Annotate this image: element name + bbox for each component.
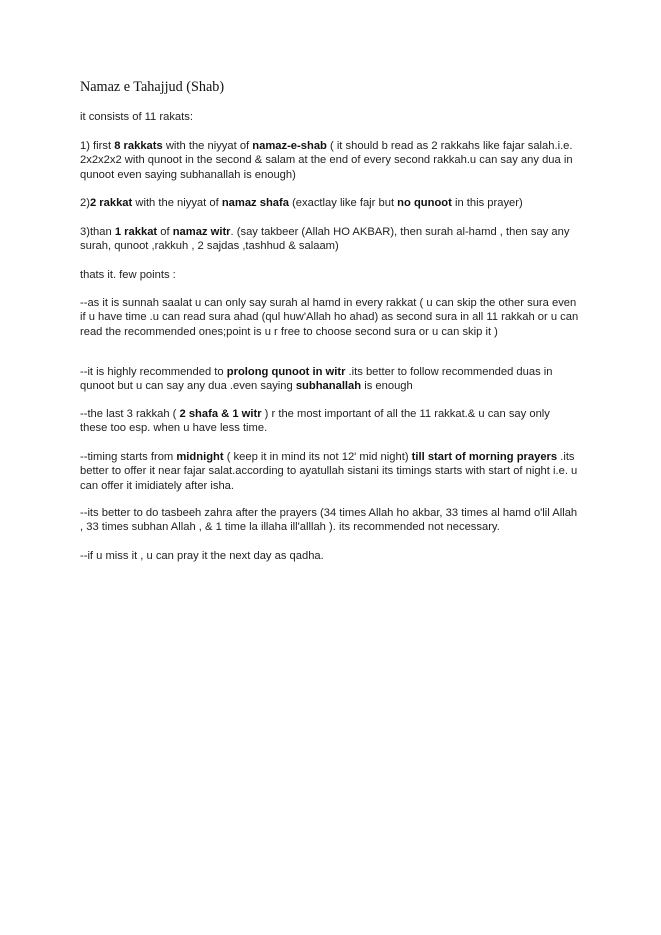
paragraph-namaz-witr — [80, 225, 580, 254]
text-run: of — [157, 226, 173, 238]
text-run: in this prayer) — [451, 197, 523, 209]
paragraph-intro — [80, 110, 580, 124]
paragraph-namaz-shafa — [80, 196, 580, 210]
text-run: it consists of 11 rakats: — [80, 111, 193, 123]
paragraph-point-last-rakkah — [80, 407, 580, 436]
bold-text: midnight — [176, 451, 224, 463]
bold-text: namaz-e-shab — [252, 140, 327, 152]
bold-text: namaz shafa — [221, 197, 289, 209]
text-run: ) r the most important of all the 11 rakkat.& u can say only these too esp. when u have less time. — [80, 408, 550, 435]
text-run: --as it is sunnah saalat u can only say surah al hamd in every rakkat ( u can skip the other sura even if u have time .u can read sura ahad (qul huw'Allah ho ahad) as second sura in all 11 rakkah or u can read the recommended ones;point is u r free to choose second sura or u can skip it ) — [80, 297, 579, 338]
text-run: --its better to do tasbeeh zahra after the prayers (34 times Allah ho akbar, 33 times al hamd o'lil Allah , 33 times subhan Allah , & 1 time la illaha ill'alllah ). its recommended not necessary. — [80, 507, 578, 534]
text-run: --timing starts from — [80, 451, 177, 463]
bold-text: 1 rakkat — [114, 226, 158, 238]
text-run: . (say takbeer (Allah HO AKBAR), then surah al-hamd , then say any surah, qunoot ,rakkuh , 2 sajdas ,tashhud & salaam) — [80, 226, 570, 253]
text-run: with the niyyat of — [132, 197, 222, 209]
text-run: 2) — [80, 197, 90, 209]
paragraph-point-sura — [80, 296, 580, 339]
bold-text: 2 rakkat — [89, 197, 133, 209]
page-title: Namaz e Tahajjud (Shab) — [80, 79, 225, 95]
text-run: --the last 3 rakkah ( — [80, 408, 180, 420]
text-run: (exactlay like fajr but — [288, 197, 398, 209]
text-run: ( it should b read as 2 rakkahs like fajar salah.i.e. 2x2x2x2 with qunoot in the second & salam at the end of every second rakkah.u can say any dua in qunoot even saying subhanallah is enough) — [80, 140, 573, 181]
paragraph-few-points — [80, 268, 580, 282]
text-run: .its better to follow recommended duas in qunoot but u can say any dua .even saying — [80, 366, 553, 393]
paragraph-point-qunoot — [80, 365, 580, 394]
bold-text: no qunoot — [397, 197, 452, 209]
paragraph-point-timing — [80, 450, 580, 493]
bold-text: subhanallah — [295, 380, 362, 393]
text-run: 3)than — [80, 226, 115, 238]
text-run: thats it. few points : — [80, 269, 176, 281]
text-run: is enough — [361, 380, 413, 393]
text-run: --if u miss it , u can pray it the next day as qadha. — [80, 550, 324, 562]
paragraph-namaz-e-shab — [80, 139, 580, 182]
text-run: with the niyyat of — [162, 140, 253, 152]
text-run: --it is highly recommended to — [80, 366, 227, 378]
paragraph-point-tasbeeh — [80, 506, 580, 535]
paragraph-point-qadha — [80, 549, 580, 563]
text-run: 1) first — [80, 140, 115, 152]
bold-text: till start of morning prayers — [411, 451, 558, 463]
text-run: .its better to offer it near fajar salat.according to ayatullah sistani its timings starts with start of night i.e. u can offer it imidiately after isha. — [80, 451, 578, 492]
bold-text: 2 shafa & 1 witr — [179, 408, 262, 420]
bold-text: namaz witr — [172, 226, 231, 238]
bold-text: 8 rakkats — [114, 140, 163, 152]
text-run: ( keep it in mind its not 12' mid night) — [223, 451, 412, 463]
bold-text: prolong qunoot in witr — [226, 366, 346, 378]
